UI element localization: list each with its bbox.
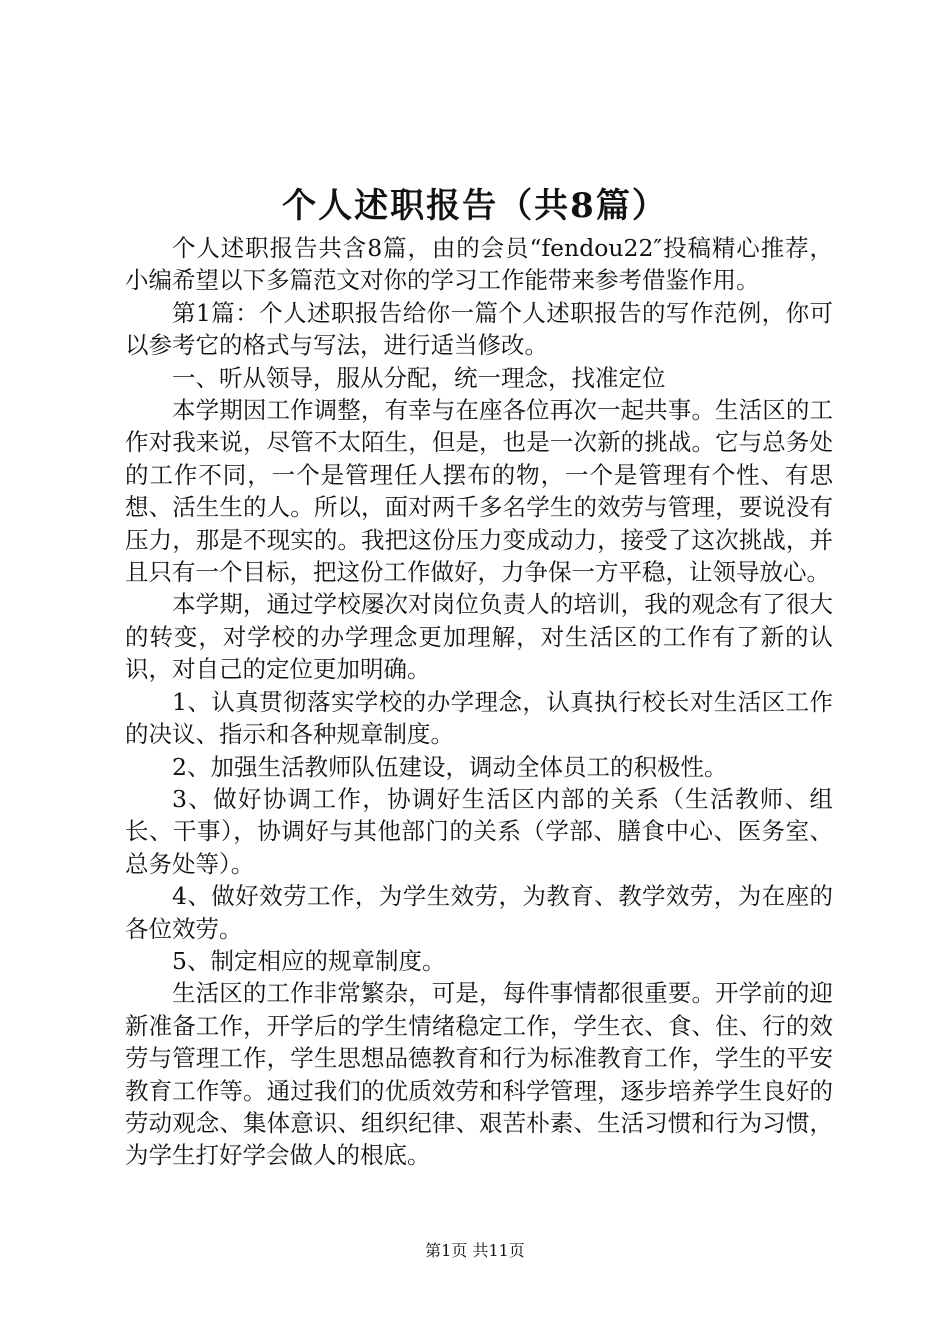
- list-item: 4、做好效劳工作，为学生效劳，为教育、教学效劳，为在座的各位效劳。: [125, 882, 833, 943]
- document-title: 个人述职报告（共8篇）: [282, 186, 668, 226]
- document-body: [125, 232, 833, 1172]
- page-footer: 第1页 共11页: [425, 1241, 525, 1260]
- list-item: 5、制定相应的规章制度。: [172, 946, 446, 975]
- list-item: 3、做好协调工作，协调好生活区内部的关系（生活教师、组长、干事），协调好与其他部门的关系（学部、膳食中心、医务室、总务处等）。: [125, 784, 833, 878]
- body-paragraph: 生活区的工作非常繁杂，可是，每件事情都很重要。开学前的迎新准备工作，开学后的学生情绪稳定工作，学生衣、食、住、行的效劳与管理工作，学生思想品德教育和行为标准教育工作，学生的平安教育工作等。通过我们的优质效劳和科学管理，逐步培养学生良好的劳动观念、集体意识、组织纪律、艰苦朴素、生活习惯和行为习惯，为学生打好学会做人的根底。: [125, 979, 833, 1170]
- list-item: 2、加强生活教师队伍建设，调动全体员工的积极性。: [172, 752, 728, 781]
- body-paragraph: 本学期因工作调整，有幸与在座各位再次一起共事。生活区的工作对我来说，尽管不太陌生，但是，也是一次新的挑战。它与总务处的工作不同，一个是管理任人摆布的物，一个是管理有个性、有思想、活生生的人。所以，面对两千多名学生的效劳与管理，要说没有压力，那是不现实的。我把这份压力变成动力，接受了这次挑战，并且只有一个目标，把这份工作做好，力争保一方平稳，让领导放心。: [125, 396, 833, 587]
- chapter-1-heading-paragraph: 第1篇：个人述职报告给你一篇个人述职报告的写作范例，你可以参考它的格式与写法，进行适当修改。: [125, 298, 833, 360]
- section-heading: 一、听从领导，服从分配，统一理念，找准定位: [172, 363, 666, 392]
- list-item: 1、认真贯彻落实学校的办学理念，认真执行校长对生活区工作的决议、指示和各种规章制度。: [125, 687, 833, 749]
- body-paragraph: 本学期，通过学校屡次对岗位负责人的培训，我的观念有了很大的转变，对学校的办学理念更加理解，对生活区的工作有了新的认识，对自己的定位更加明确。: [125, 590, 833, 684]
- intro-paragraph: 个人述职报告共含8篇，由的会员“fendou22″投稿精心推荐，小编希望以下多篇范文对你的学习工作能带来参考借鉴作用。: [125, 234, 833, 295]
